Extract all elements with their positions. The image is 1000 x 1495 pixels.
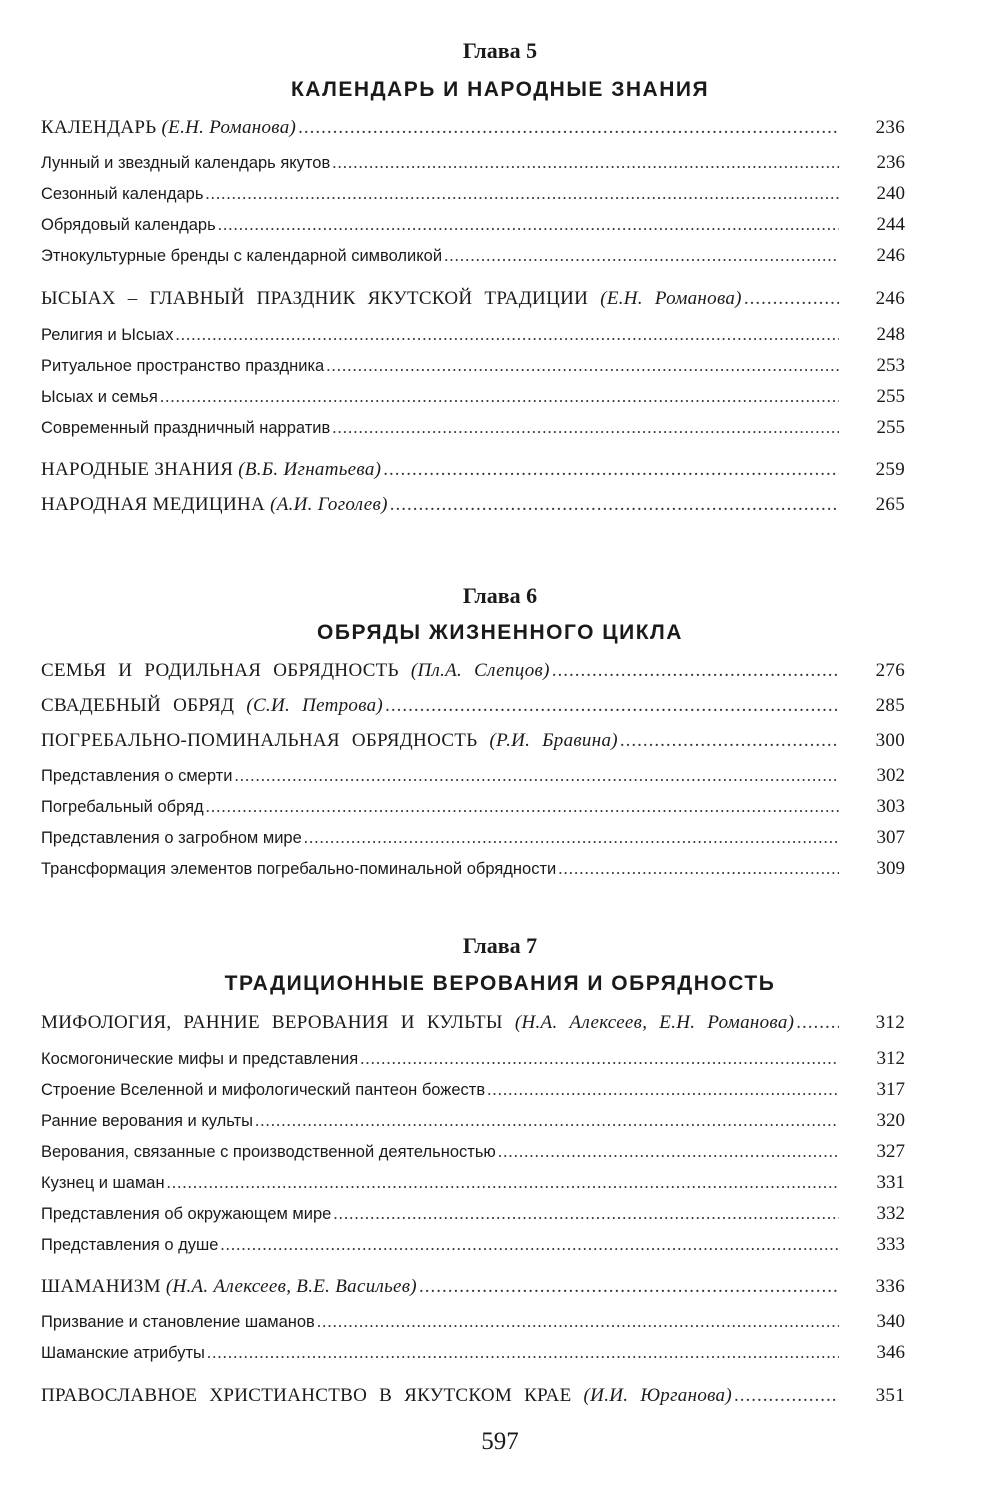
- entry-title: Верования, связанные с производственной деятельностью: [41, 1143, 496, 1161]
- leader-dots: [558, 859, 839, 879]
- entry-page: 336: [875, 1276, 905, 1297]
- toc-entry[interactable]: [41, 288, 905, 314]
- leader-dots: [332, 418, 839, 438]
- entry-author: (В.Б. Игнатьева): [238, 459, 382, 480]
- entry-title: Космогонические мифы и представления: [41, 1050, 359, 1068]
- toc-entry[interactable]: [41, 245, 905, 271]
- leader-dots: [333, 1204, 839, 1224]
- entry-title: ПРАВОСЛАВНОЕ ХРИСТИАНСТВО В ЯКУТСКОМ КРАЕ: [41, 1385, 572, 1406]
- entry-page: 327: [876, 1141, 905, 1162]
- toc-entry[interactable]: [41, 695, 905, 721]
- entry-page: 317: [876, 1079, 905, 1100]
- entry-title: Этнокультурные бренды с календарной символикой: [41, 247, 443, 265]
- entry-page: 300: [875, 730, 905, 751]
- entry-title: ПОГРЕБАЛЬНО-ПОМИНАЛЬНАЯ ОБРЯДНОСТЬ: [41, 730, 478, 751]
- entry-page: 236: [875, 117, 905, 138]
- entry-page: 276: [875, 660, 905, 681]
- toc-entry[interactable]: [41, 1048, 905, 1074]
- toc-entry[interactable]: [41, 765, 905, 791]
- toc-entry[interactable]: [41, 386, 905, 412]
- entry-page: 285: [875, 695, 905, 716]
- leader-dots: [175, 325, 839, 345]
- leader-dots: [444, 246, 839, 266]
- entry-page: 351: [875, 1385, 905, 1406]
- toc-entry[interactable]: [41, 1203, 905, 1229]
- entry-page: 312: [875, 1012, 905, 1033]
- entry-title: Представления об окружающем мире: [41, 1205, 332, 1223]
- entry-title: НАРОДНАЯ МЕДИЦИНА: [41, 494, 266, 515]
- leader-dots: [383, 459, 839, 481]
- leader-dots: [360, 1049, 839, 1069]
- page-number: 597: [481, 1428, 519, 1455]
- entry-title: Лунный и звездный календарь якутов: [41, 154, 331, 172]
- entry-title: ЫСЫАХ – ГЛАВНЫЙ ПРАЗДНИК ЯКУТСКОЙ ТРАДИЦИИ: [41, 288, 589, 309]
- entry-page: 248: [876, 324, 905, 345]
- toc-entry[interactable]: [41, 730, 905, 756]
- entry-page: 236: [876, 152, 905, 173]
- entry-title: Трансформация элементов погребально-поминальной обрядности: [41, 860, 557, 878]
- entry-page: 302: [876, 765, 905, 786]
- toc-entry[interactable]: [41, 183, 905, 209]
- toc-entry[interactable]: [41, 214, 905, 240]
- entry-author: (С.И. Петрова): [246, 695, 384, 716]
- entry-title: ШАМАНИЗМ: [41, 1276, 161, 1297]
- entry-author: (Н.А. Алексеев, Е.Н. Романова): [514, 1012, 795, 1033]
- entry-title: СВАДЕБНЫЙ ОБРЯД: [41, 695, 235, 716]
- toc-entry[interactable]: [41, 417, 905, 443]
- toc-entry[interactable]: [41, 494, 905, 520]
- entry-page: 309: [876, 858, 905, 879]
- leader-dots: [390, 494, 839, 516]
- entry-title: МИФОЛОГИЯ, РАННИЕ ВЕРОВАНИЯ И КУЛЬТЫ: [41, 1012, 503, 1033]
- toc-entry[interactable]: [41, 827, 905, 853]
- entry-author: (А.И. Гоголев): [270, 494, 388, 515]
- entry-title: Кузнец и шаман: [41, 1174, 165, 1192]
- entry-author: (Н.А. Алексеев, В.Е. Васильев): [165, 1276, 417, 1297]
- entry-title: НАРОДНЫЕ ЗНАНИЯ: [41, 459, 234, 480]
- toc-entry[interactable]: [41, 1079, 905, 1105]
- leader-dots: [620, 730, 839, 752]
- entry-page: 346: [876, 1342, 905, 1363]
- leader-dots: [385, 695, 839, 717]
- entry-title: Погребальный обряд: [41, 798, 204, 816]
- entry-title: КАЛЕНДАРЬ: [41, 117, 157, 138]
- entry-page: 244: [876, 214, 905, 235]
- toc-entry[interactable]: [41, 324, 905, 350]
- toc-entry[interactable]: [41, 117, 905, 143]
- entry-page: 332: [876, 1203, 905, 1224]
- toc-entry[interactable]: [41, 858, 905, 884]
- entry-author: (Е.Н. Романова): [600, 288, 742, 309]
- entry-title: Обрядовый календарь: [41, 216, 216, 234]
- chapter-number: Глава 5: [462, 38, 538, 63]
- entry-title: Современный праздничный нарратив: [41, 419, 331, 437]
- entry-author: (Е.Н. Романова): [161, 117, 297, 138]
- entry-title: Представления о загробном мире: [41, 829, 302, 847]
- toc-entry[interactable]: [41, 660, 905, 686]
- entry-title: Сезонный календарь: [41, 185, 204, 203]
- toc-entry[interactable]: [41, 796, 905, 822]
- toc-entry[interactable]: [41, 1012, 905, 1038]
- toc-entry[interactable]: [41, 355, 905, 381]
- entry-page: 303: [876, 796, 905, 817]
- entry-page: 320: [876, 1110, 905, 1131]
- entry-page: 255: [876, 386, 905, 407]
- leader-dots: [744, 288, 839, 310]
- entry-title: Представления о смерти: [41, 767, 233, 785]
- entry-author: (И.И. Юрганова): [583, 1385, 732, 1406]
- toc-entry[interactable]: [41, 1172, 905, 1198]
- leader-dots: [498, 1142, 839, 1162]
- entry-author: (Р.И. Бравина): [489, 730, 618, 751]
- entry-author: (Пл.А. Слепцов): [410, 660, 550, 681]
- entry-title: Строение Вселенной и мифологический пантеон божеств: [41, 1081, 486, 1099]
- entry-page: 259: [875, 459, 905, 480]
- leader-dots: [160, 387, 839, 407]
- entry-page: 265: [875, 494, 905, 515]
- entry-page: 340: [876, 1311, 905, 1332]
- entry-title: СЕМЬЯ И РОДИЛЬНАЯ ОБРЯДНОСТЬ: [41, 660, 399, 681]
- chapter-title: ТРАДИЦИОННЫЕ ВЕРОВАНИЯ И ОБРЯДНОСТЬ: [224, 972, 776, 995]
- leader-dots: [326, 356, 839, 376]
- toc-entry[interactable]: [41, 1276, 905, 1302]
- leader-dots: [255, 1111, 839, 1131]
- leader-dots: [734, 1385, 839, 1407]
- chapter-title: КАЛЕНДАРЬ И НАРОДНЫЕ ЗНАНИЯ: [290, 78, 710, 101]
- leader-dots: [220, 1235, 839, 1255]
- entry-page: 246: [876, 245, 905, 266]
- entry-page: 307: [876, 827, 905, 848]
- leader-dots: [206, 797, 839, 817]
- leader-dots: [234, 766, 839, 786]
- entry-title: Ранние верования и культы: [41, 1112, 253, 1130]
- entry-title: Шаманские атрибуты: [41, 1344, 205, 1362]
- leader-dots: [419, 1276, 839, 1298]
- toc-entry[interactable]: [41, 1141, 905, 1167]
- chapter-number: Глава 6: [462, 583, 538, 608]
- leader-dots: [218, 215, 839, 235]
- entry-page: 255: [876, 417, 905, 438]
- entry-title: Ритуальное пространство праздника: [41, 357, 325, 375]
- toc-entry[interactable]: [41, 1342, 905, 1368]
- leader-dots: [167, 1173, 839, 1193]
- entry-page: 253: [876, 355, 905, 376]
- leader-dots: [332, 153, 839, 173]
- entry-title: Представления о душе: [41, 1236, 219, 1254]
- entry-page: 246: [875, 288, 905, 309]
- entry-title: Призвание и становление шаманов: [41, 1313, 315, 1331]
- toc-entry[interactable]: [41, 459, 905, 485]
- toc-entry[interactable]: [41, 1234, 905, 1260]
- leader-dots: [796, 1012, 839, 1034]
- chapter-title: ОБРЯДЫ ЖИЗНЕННОГО ЦИКЛА: [317, 621, 683, 644]
- chapter-number: Глава 7: [462, 933, 538, 958]
- entry-page: 240: [876, 183, 905, 204]
- entry-title: Ысыах и семья: [41, 388, 158, 406]
- toc-entry[interactable]: [41, 152, 905, 178]
- toc-entry[interactable]: [41, 1110, 905, 1136]
- leader-dots: [552, 660, 839, 682]
- leader-dots: [304, 828, 839, 848]
- entry-title: Религия и Ысыах: [41, 326, 174, 344]
- entry-page: 312: [876, 1048, 905, 1069]
- toc-entry[interactable]: [41, 1311, 905, 1337]
- leader-dots: [205, 184, 839, 204]
- entry-page: 331: [876, 1172, 905, 1193]
- entry-page: 333: [876, 1234, 905, 1255]
- leader-dots: [317, 1312, 839, 1332]
- toc-entry[interactable]: [41, 1385, 905, 1411]
- leader-dots: [487, 1080, 839, 1100]
- leader-dots: [298, 117, 839, 139]
- leader-dots: [207, 1343, 839, 1363]
